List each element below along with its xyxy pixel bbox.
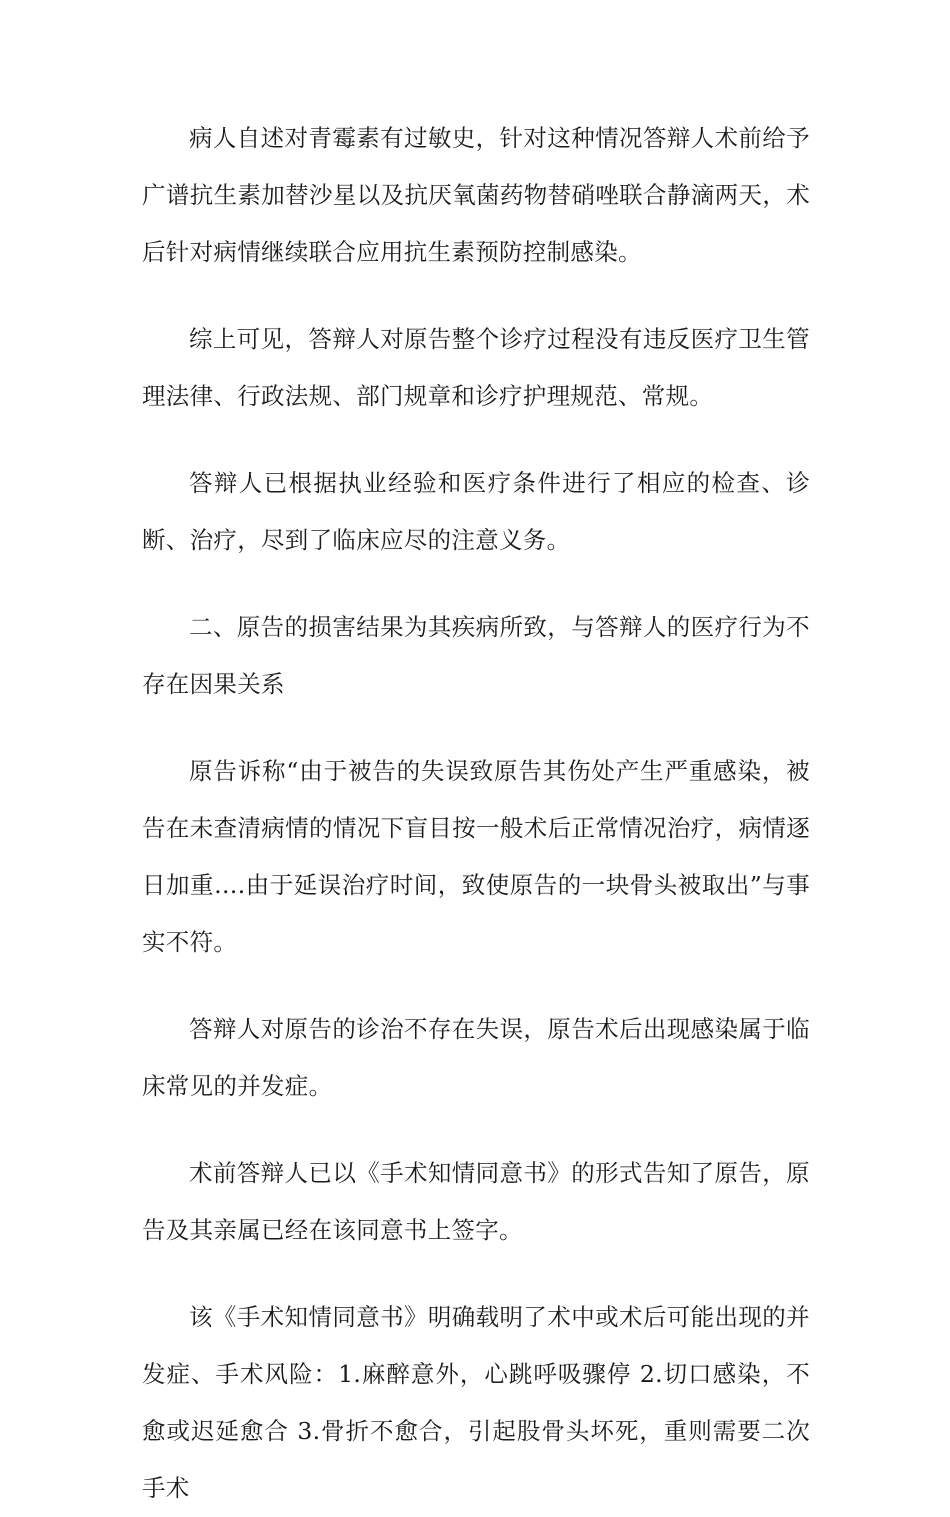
paragraph-complication: 答辩人对原告的诊治不存在失误，原告术后出现感染属于临床常见的并发症。 [142,1015,810,1100]
section-heading-causation: 二、原告的损害结果为其疾病所致，与答辩人的医疗行为不存在因果关系 [142,613,810,698]
document-page [142,110,810,1517]
paragraph-summary: 综上可见，答辩人对原告整个诊疗过程没有违反医疗卫生管理法律、行政法规、部门规章和诊疗护理规范、常规。 [142,325,810,410]
paragraph-consent-risks: 该《手术知情同意书》明确载明了术中或术后可能出现的并发症、手术风险：1.麻醉意外，心跳呼吸骤停 2.切口感染，不愈或迟延愈合 3.骨折不愈合，引起股骨头坏死，重则需要二次手术 [142,1303,810,1502]
paragraph-plaintiff-claim: 原告诉称“由于被告的失误致原告其伤处产生严重感染，被告在未查清病情的情况下盲目按一般术后正常情况治疗，病情逐日加重….由于延误治疗时间，致使原告的一块骨头被取出”与事实不符。 [142,757,810,956]
paragraph-duty-of-care: 答辩人已根据执业经验和医疗条件进行了相应的检查、诊断、治疗，尽到了临床应尽的注意义务。 [142,469,810,554]
paragraph-antibiotics: 病人自述对青霉素有过敏史，针对这种情况答辩人术前给予广谱抗生素加替沙星以及抗厌氧菌药物替硝唑联合静滴两天，术后针对病情继续联合应用抗生素预防控制感染。 [142,124,810,266]
paragraph-consent-form: 术前答辩人已以《手术知情同意书》的形式告知了原告，原告及其亲属已经在该同意书上签字。 [142,1159,810,1244]
